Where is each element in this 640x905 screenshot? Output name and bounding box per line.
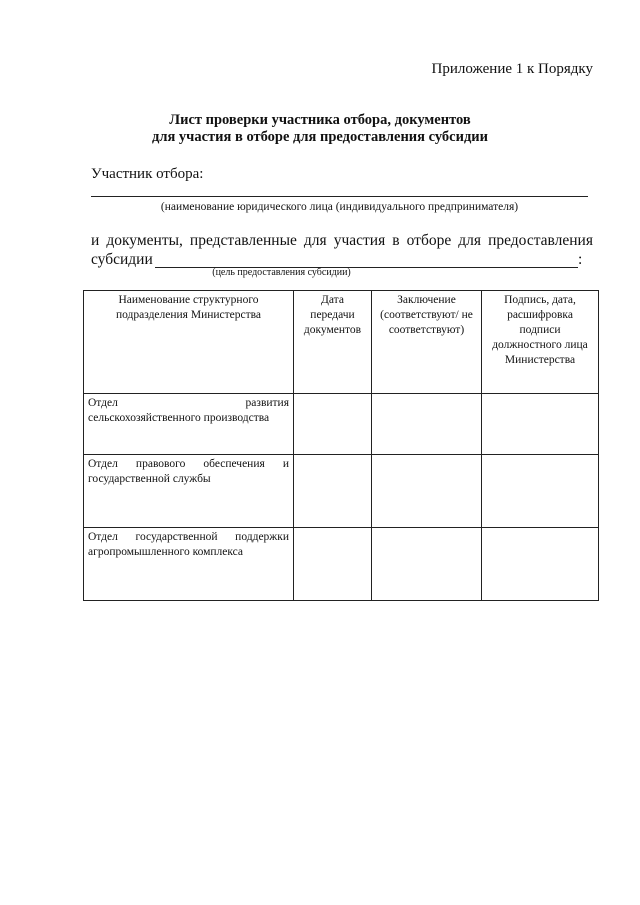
subsidy-colon: : [578, 251, 583, 268]
date-cell[interactable] [294, 455, 372, 528]
title-line-2: для участия в отборе для предоставления субсидии [151, 129, 489, 145]
documents-text: и документы, представленные для участия в отборе для предоставления [91, 232, 593, 249]
conclusion-cell[interactable] [372, 394, 482, 455]
participant-caption: (наименование юридического лица (индивидуального предпринимателя) [160, 201, 519, 213]
header-date: Дата передачи документов [294, 291, 372, 394]
table-row [84, 528, 599, 601]
date-cell[interactable] [294, 394, 372, 455]
signature-cell[interactable] [482, 528, 599, 601]
department-cell [84, 528, 294, 601]
table-row [84, 455, 599, 528]
header-conclusion: Заключение (соответствуют/ не соответствуют) [372, 291, 482, 394]
header-department: Наименование структурного подразделения Министерства [84, 291, 294, 394]
subsidy-caption: (цель предоставления субсидии) [212, 267, 351, 278]
conclusion-cell[interactable] [372, 455, 482, 528]
department-name-line: Отдел правового обеспечения и [88, 458, 289, 470]
title-line-1: Лист проверки участника отбора, документов [169, 112, 471, 128]
table-row [84, 394, 599, 455]
department-name-line: государственной службы [88, 473, 211, 485]
department-name-line: агропромышленного комплекса [88, 546, 244, 558]
header-signature: Подпись, дата, расшифровка подписи должностного лица Министерства [482, 291, 599, 394]
department-cell [84, 455, 294, 528]
subsidy-label: субсидии [91, 251, 153, 268]
department-cell [84, 394, 294, 455]
department-name-line: сельскохозяйственного производства [88, 412, 270, 424]
table-header-row [84, 291, 599, 394]
department-name-line: Отдел государственной поддержки [88, 531, 289, 543]
appendix-label: Приложение 1 к Порядку [431, 61, 593, 77]
page-title [70, 112, 570, 146]
participant-name-field[interactable] [91, 196, 588, 197]
conclusion-cell[interactable] [372, 528, 482, 601]
participant-label: Участник отбора: [91, 166, 204, 182]
date-cell[interactable] [294, 528, 372, 601]
signature-cell[interactable] [482, 455, 599, 528]
department-name-line: Отдел развития [88, 397, 289, 409]
verification-table [83, 290, 599, 601]
signature-cell[interactable] [482, 394, 599, 455]
